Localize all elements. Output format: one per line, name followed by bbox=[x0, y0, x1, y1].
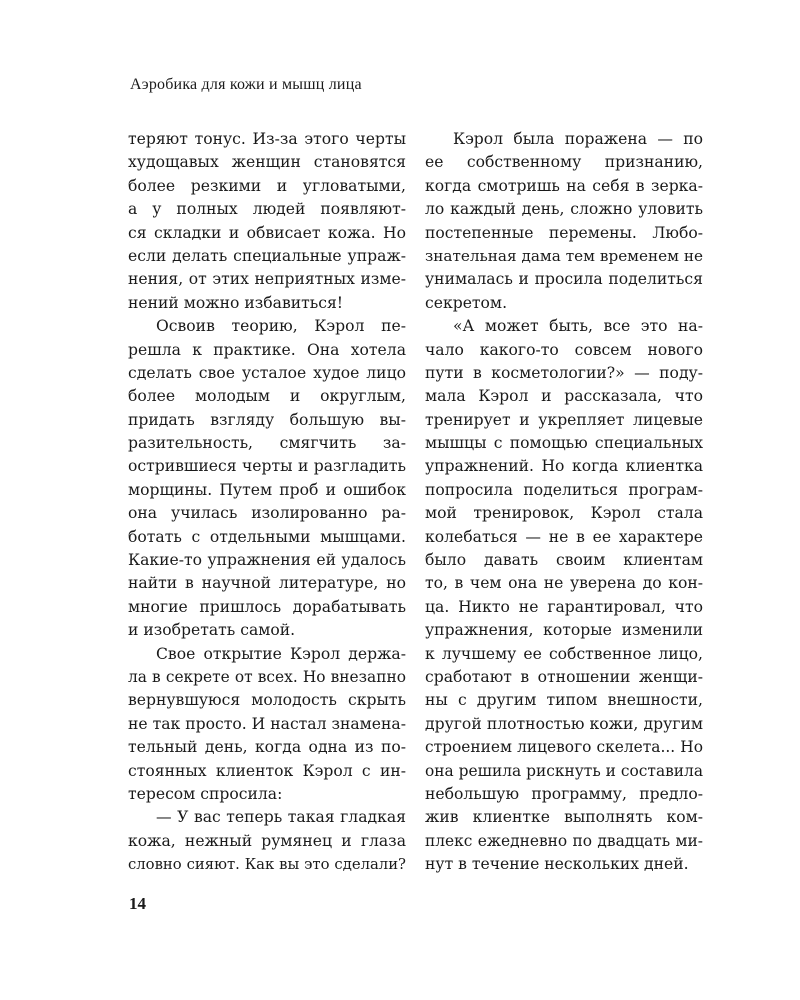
text-line: Кэрол была поражена — по bbox=[453, 130, 703, 148]
text-line: колебаться — не в ее характере bbox=[425, 527, 703, 546]
text-line: упражнений. Но когда клиентка bbox=[425, 457, 703, 476]
text-line: ны с другим типом внешности, bbox=[425, 691, 703, 710]
text-line: тельный день, когда одна из по- bbox=[128, 738, 406, 757]
text-line: когда смотришь на себя в зерка- bbox=[425, 176, 703, 195]
left-column bbox=[128, 128, 406, 877]
text-line: ботать с отдельными мышцами. bbox=[128, 527, 406, 546]
text-line: а у полных людей появляют- bbox=[128, 200, 406, 219]
text-line: более резкими и угловатыми, bbox=[128, 176, 406, 195]
text-line: жив клиентке выполнять ком- bbox=[425, 808, 703, 827]
text-line: и изобретать самой. bbox=[128, 621, 296, 640]
text-line: найти в научной литературе, но bbox=[128, 574, 406, 593]
text-line: ца. Никто не гарантировал, что bbox=[425, 597, 703, 616]
text-line: придать взгляду большую вы- bbox=[128, 410, 406, 429]
text-line: словно сияют. Как вы это сделали? bbox=[128, 856, 406, 874]
text-line: вернувшуюся молодость скрыть bbox=[128, 691, 406, 710]
text-line: более молодым и округлым, bbox=[128, 387, 406, 406]
text-line: решла к практике. Она хотела bbox=[128, 340, 406, 359]
page-number: 14 bbox=[129, 894, 146, 913]
text-line: ся складки и обвисает кожа. Но bbox=[128, 223, 406, 242]
text-line: унималась и просила поделиться bbox=[425, 270, 703, 289]
text-line: мышцы с помощью специальных bbox=[425, 434, 703, 453]
text-line: «А может быть, все это на- bbox=[453, 317, 703, 336]
text-line: Свое открытие Кэрол держа- bbox=[156, 644, 406, 663]
text-line: не так просто. И настал знамена- bbox=[128, 714, 406, 733]
text-line: она училась изолированно ра- bbox=[128, 504, 406, 523]
text-line: строением лицевого скелета... Но bbox=[425, 738, 703, 757]
text-line: ее собственному признанию, bbox=[425, 153, 703, 172]
text-line: секретом. bbox=[425, 293, 508, 312]
text-line: мала Кэрол и рассказала, что bbox=[425, 387, 703, 406]
text-line: если делать специальные упраж- bbox=[128, 246, 406, 265]
text-line: небольшую программу, предло- bbox=[425, 784, 703, 803]
text-line: знательная дама тем временем не bbox=[425, 246, 703, 265]
text-line: кожа, нежный румянец и глаза bbox=[128, 831, 406, 850]
text-line: нения, от этих неприятных изме- bbox=[128, 270, 406, 289]
text-line: сработают в отношении женщи- bbox=[425, 667, 703, 686]
text-line: морщины. Путем проб и ошибок bbox=[128, 480, 406, 499]
text-line: попросила поделиться програм- bbox=[425, 480, 703, 499]
text-line: тренирует и укрепляет лицевые bbox=[425, 410, 703, 429]
text-line: нений можно избавиться! bbox=[128, 293, 344, 312]
text-line: многие пришлось дорабатывать bbox=[128, 597, 406, 616]
text-line: чало какого-то совсем нового bbox=[425, 340, 703, 359]
text-line: острившиеся черты и разгладить bbox=[128, 457, 406, 476]
running-head: Аэробика для кожи и мышц лица bbox=[130, 76, 362, 93]
text-line: сделать свое усталое худое лицо bbox=[128, 363, 406, 382]
text-line: упражнения, которые изменили bbox=[425, 621, 703, 640]
text-line: было давать своим клиентам bbox=[425, 551, 703, 570]
text-line: ло каждый день, сложно уловить bbox=[425, 200, 703, 219]
text-line: нут в течение нескольких дней. bbox=[425, 855, 689, 874]
text-line: худощавых женщин становятся bbox=[128, 153, 406, 172]
text-line: стоянных клиенток Кэрол с ин- bbox=[128, 761, 406, 780]
text-line: другой плотностью кожи, другим bbox=[425, 714, 703, 733]
text-line: — У вас теперь такая гладкая bbox=[156, 808, 406, 827]
text-line: разительность, смягчить за- bbox=[128, 434, 406, 453]
text-line: то, в чем она не уверена до кон- bbox=[425, 574, 703, 593]
text-line: постепенные перемены. Любо- bbox=[425, 223, 703, 242]
text-line: пути в косметологии?» — поду- bbox=[425, 363, 703, 382]
text-line: она решила рискнуть и составила bbox=[425, 761, 703, 780]
text-line: теряют тонус. Из-за этого черты bbox=[128, 130, 406, 148]
text-line: мой тренировок, Кэрол стала bbox=[425, 504, 703, 523]
text-line: Освоив теорию, Кэрол пе- bbox=[156, 317, 406, 336]
text-line: тересом спросила: bbox=[128, 784, 283, 803]
text-line: Какие-то упражнения ей удалось bbox=[128, 551, 406, 570]
text-line: к лучшему ее собственное лицо, bbox=[425, 644, 703, 663]
text-line: плекс ежедневно по двадцать ми- bbox=[425, 831, 703, 850]
right-column bbox=[425, 128, 703, 877]
text-line: ла в секрете от всех. Но внезапно bbox=[128, 667, 406, 686]
